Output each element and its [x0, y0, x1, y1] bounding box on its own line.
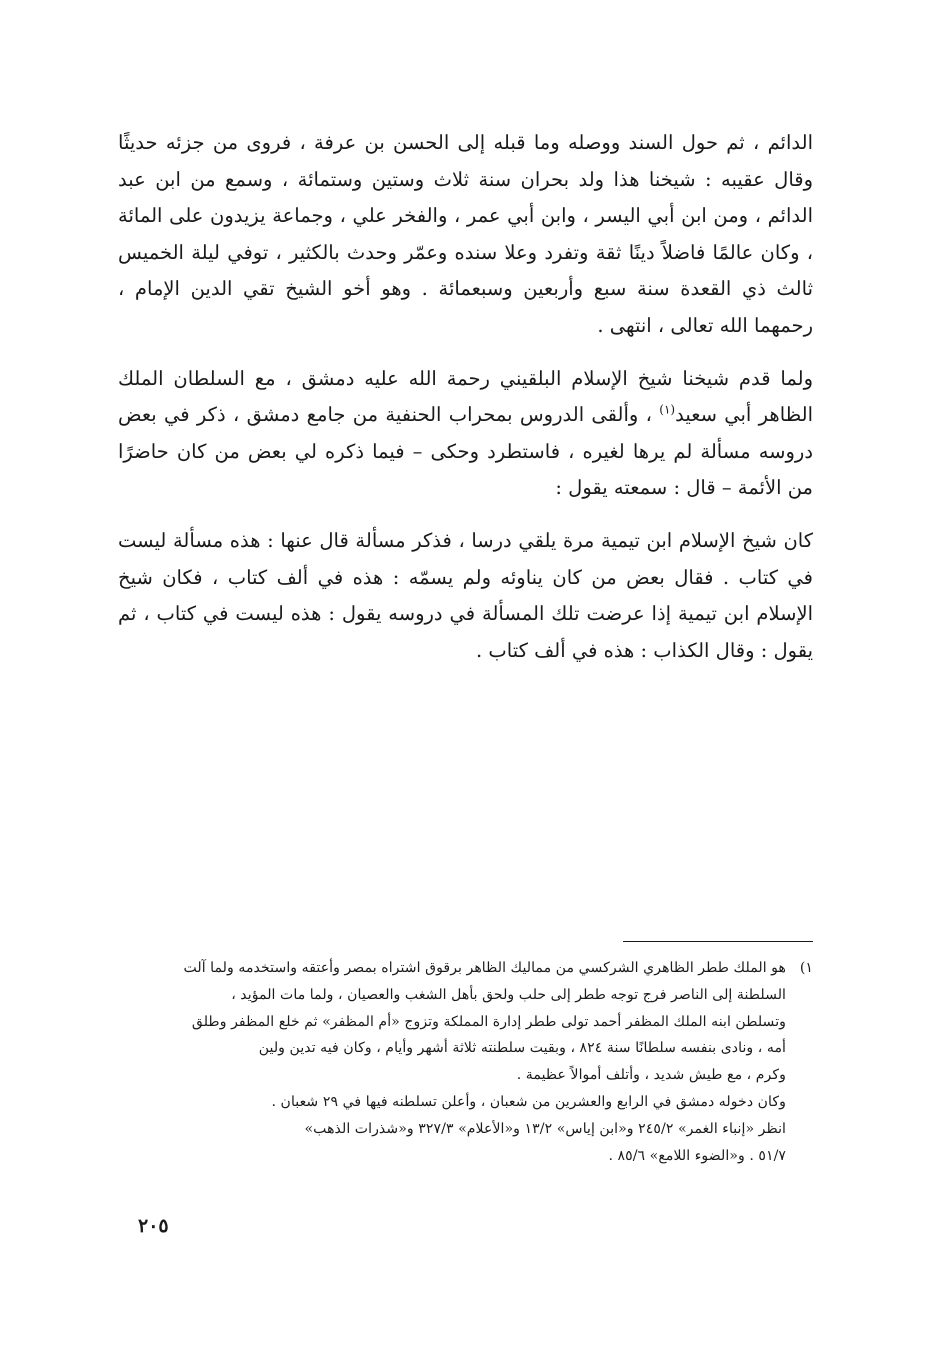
text-line: المائة ، وكان عالمًا فاضلاً دينًا ثقة وتفرد وعلا سنده وعمّر وحدث بالكثير ، توفي ليلة: [118, 204, 814, 264]
footnote-marker: ١): [799, 960, 813, 976]
text-line: الدائم ، ثم حول السند ووصله وما قبله إلى الحسن بن عرفة ، فروى من جزئه حديثًا: [118, 131, 813, 154]
footnote-line: هو الملك ططر الظاهري الشركسي من مماليك الظاهر برقوق اشتراه بمصر وأعتقه واستخدمه ولما آلت: [183, 960, 786, 976]
paragraph-1: [118, 125, 813, 345]
text-line: من كان حاضرًا من الأئمة – قال : سمعته يقول :: [118, 439, 813, 500]
text-line: ، وألقى الدروس بمحراب الحنفية من جامع دمشق ،: [232, 403, 652, 427]
text-line: مسألة ليست في كتاب . فقال بعض من كان يناوئه ولم يسمّه : هذه في ألف كتاب ،: [118, 528, 813, 589]
text-line: كان شيخ الإسلام ابن تيمية مرة يلقي درسا ، فذكر مسألة قال عنها : هذه: [229, 528, 813, 552]
text-line: الدائم ، ومن ابن أبي اليسر ، وابن أبي عمر ، والفخر علي ، وجماعة يزيدون على: [169, 204, 813, 228]
paragraph-3: [118, 523, 813, 669]
footnote-1: [118, 955, 813, 1089]
footnote-line: السلطنة إلى الناصر فرج توجه ططر إلى حلب ولحق بأهل الشغب والعصيان ، ولما مات المؤيد ،: [231, 986, 786, 1003]
text-line: ذكر في بعض دروسه مسألة لم يرها لغيره ، فاستطرد وحكى – فيما ذكره لي بعض: [118, 403, 814, 463]
text-line: فكان شيخ الإسلام ابن تيمية إذا عرضت تلك المسألة في دروسه يقول : هذه ليست: [118, 565, 813, 626]
footnote-line: أمه ، ونادى بنفسه سلطانًا سنة ٨٢٤ ، وبقيت سلطنته ثلاثة أشهر وأيام ، وكان فيه تدين ولين: [258, 1040, 786, 1057]
main-text: [118, 125, 813, 669]
footnote-line: وكان دخوله دمشق في الرابع والعشرين من شعبان ، وأعلن تسلطنه فيها في ٢٩ شعبان .: [271, 1093, 786, 1110]
text-line: الإمام ، رحمهما الله تعالى ، انتهى .: [118, 277, 813, 337]
footnotes: [118, 955, 813, 1169]
text-line: في كتاب ، ثم يقول : وقال الكذاب : هذه في ألف كتاب .: [118, 602, 813, 662]
footnote-line: ٥١/٧ . و«الضوء اللامع» ٨٥/٦ .: [608, 1147, 786, 1164]
footnote-line: وكرم ، مع طيش شديد ، وأتلف أموالاً عظيمة .: [516, 1067, 786, 1084]
footnote-line: وتسلطن ابنه الملك المظفر أحمد تولى ططر إدارة المملكة وتزوج «أم المظفر» ثم خلع المظفر وطلق: [191, 1013, 786, 1030]
text-line: الخميس ثالث ذي القعدة سنة سبع وأربعين وسبعمائة . وهو أخو الشيخ تقي الدين: [118, 240, 813, 301]
text-line: ولما قدم شيخنا شيخ الإسلام البلقيني رحمة الله عليه دمشق ، مع السلطان: [173, 366, 813, 390]
page-number: ٢٠٥: [138, 1215, 169, 1237]
footnote-reference[interactable]: (١): [659, 402, 676, 417]
paragraph-2: [118, 361, 813, 507]
text-line: وقال عقيبه : شيخنا هذا ولد بحران سنة ثلاث وستين وستمائة ، وسمع من ابن عبد: [118, 167, 813, 191]
footnote-1-continuation: [118, 1089, 813, 1169]
footnote-separator: [623, 941, 813, 942]
footnote-line: انظر «إنباء الغمر» ٢٤٥/٢ و«ابن إياس» ١٣/٢ و«الأعلام» ٣٢٧/٣ و«شذرات الذهب»: [304, 1120, 786, 1137]
text-line: الملك الظاهر أبي سعيد: [118, 366, 814, 427]
